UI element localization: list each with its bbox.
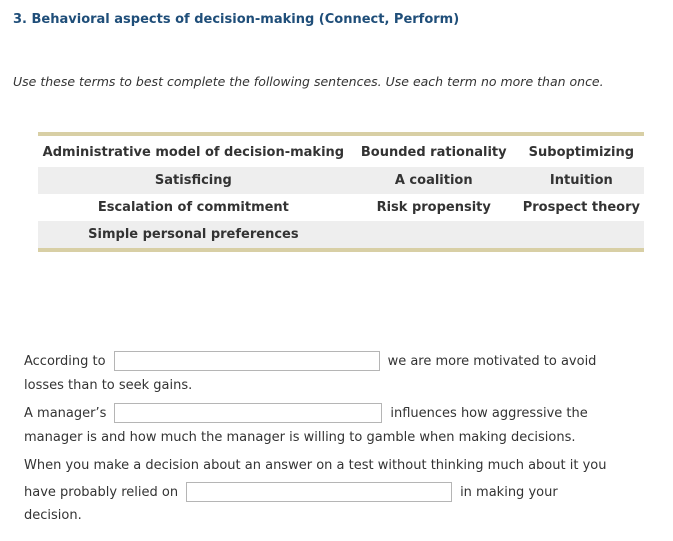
sentence-1-before: According to <box>24 353 106 369</box>
sentence-2-before: A manager’s <box>24 405 107 421</box>
term-cell: Bounded rationality <box>360 145 507 160</box>
word-bank-row <box>38 194 644 221</box>
term-cell: Administrative model of decision-making <box>42 145 345 160</box>
term-cell: Escalation of commitment <box>97 200 289 215</box>
sentence-3-intro-text: When you make a decision about an answer on a test without thinking much about it you <box>24 458 607 473</box>
sentence-3-before: have probably relied on <box>24 484 179 500</box>
word-bank-row <box>38 134 644 167</box>
sentence-2-continuation <box>24 430 575 445</box>
sentence-3-continuation <box>24 508 82 523</box>
page-title: 3. Behavioral aspects of decision-making (Connect, Perform) <box>13 12 460 27</box>
sentence-2-after: influences how aggressive the <box>390 405 588 421</box>
term-cell <box>349 221 519 250</box>
term-cell: Suboptimizing <box>528 145 635 160</box>
sentence-1-after: we are more motivated to avoid <box>387 353 597 369</box>
sentence-2-continuation-text: manager is and how much the manager is willing to gamble when making decisions. <box>24 430 576 445</box>
term-cell: Risk propensity <box>376 200 491 215</box>
sentence-3 <box>24 482 558 502</box>
term-cell: Intuition <box>519 167 644 194</box>
answer-blank-2[interactable] <box>114 403 382 423</box>
term-cell: Satisficing <box>38 167 349 194</box>
word-bank-row <box>38 221 644 250</box>
word-bank-row <box>38 167 644 194</box>
instructions-text: Use these terms to best complete the following sentences. Use each term no more than once. <box>13 74 604 89</box>
sentence-1 <box>24 351 596 371</box>
sentence-3-intro <box>24 458 606 473</box>
term-cell: Prospect theory <box>522 200 640 215</box>
answer-blank-1[interactable] <box>114 351 380 371</box>
term-cell <box>519 221 644 250</box>
sentence-2 <box>24 403 588 423</box>
sentence-3-after: in making your <box>460 484 558 500</box>
sentence-3-continuation-text: decision. <box>24 508 82 523</box>
sentence-1-continuation <box>24 378 192 393</box>
answer-blank-3[interactable] <box>186 482 452 502</box>
word-bank-table <box>38 132 644 252</box>
term-cell: A coalition <box>349 167 519 194</box>
term-cell: Simple personal preferences <box>38 221 349 250</box>
sentence-1-continuation-text: losses than to seek gains. <box>24 378 193 393</box>
